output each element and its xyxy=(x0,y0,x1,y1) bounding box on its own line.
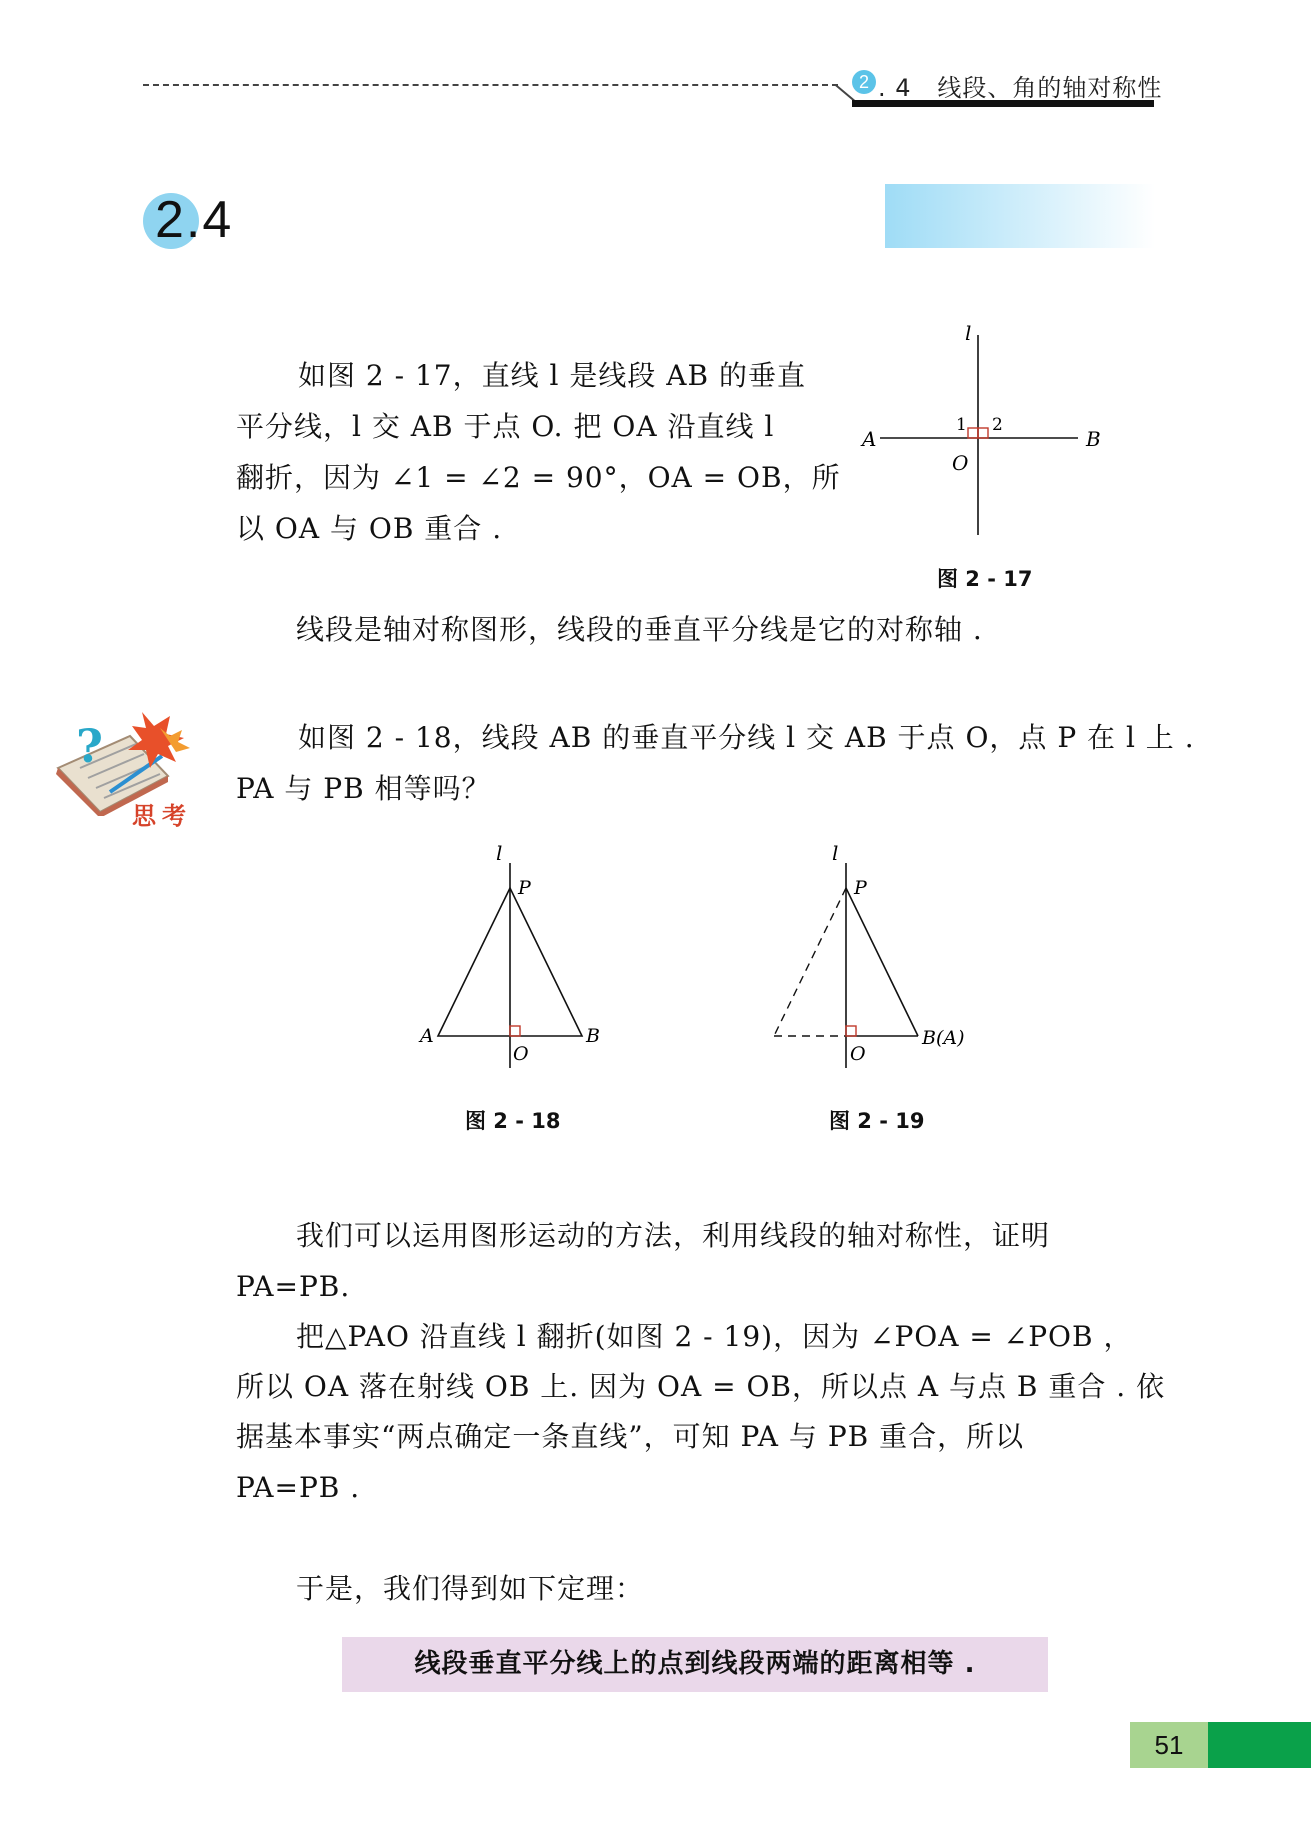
conclusion-text: 于是，我们得到如下定理： xyxy=(296,1572,645,1605)
fig17-label-angle1: 1 xyxy=(956,415,967,435)
fig19-label-o: O xyxy=(850,1043,866,1065)
page-number: 51 xyxy=(1154,1730,1184,1760)
fig17-right-angle-2 xyxy=(978,428,988,438)
fig18-right-angle xyxy=(510,1026,520,1036)
header-title: 线段、角的轴对称性 xyxy=(937,74,1163,102)
figure-2-19 xyxy=(760,838,990,1078)
proof-line-6: PA=PB . xyxy=(236,1471,361,1504)
proof-line-5: 据基本事实“两点确定一条直线”，可知 PA 与 PB 重合，所以 xyxy=(236,1420,1025,1453)
section-number: 2.4 xyxy=(155,191,234,249)
header-rule xyxy=(143,84,838,86)
fig18-label-b: B xyxy=(586,1025,600,1047)
para1-line-1: 如图 2 - 17，直线 l 是线段 AB 的垂直 xyxy=(298,359,806,392)
para1-line-4: 以 OA 与 OB 重合 . xyxy=(236,512,503,545)
think-line-2: PA 与 PB 相等吗？ xyxy=(236,772,491,805)
para1-line-2: 平分线，l 交 AB 于点 O. 把 OA 沿直线 l xyxy=(236,410,775,443)
think-label: 思考 xyxy=(132,802,192,830)
proof-line-4: 所以 OA 落在射线 OB 上. 因为 OA = OB，所以点 A 与点 B 重合 . 依 xyxy=(236,1370,1166,1403)
fig18-label-p: P xyxy=(518,877,531,899)
section-title-bar xyxy=(885,184,1155,248)
axis-statement: 线段是轴对称图形，线段的垂直平分线是它的对称轴 . xyxy=(296,613,983,646)
proof-line-1: 我们可以运用图形运动的方法，利用线段的轴对称性，证明 xyxy=(296,1219,1051,1252)
fig19-label-l: l xyxy=(832,841,839,865)
figure-2-17 xyxy=(850,320,1120,550)
fig17-label-o: O xyxy=(952,451,969,475)
think-line-1: 如图 2 - 18，线段 AB 的垂直平分线 l 交 AB 于点 O，点 P 在 l 上 . xyxy=(298,721,1195,754)
fig17-caption: 图 2 - 17 xyxy=(937,567,1033,591)
fig18-label-a: A xyxy=(420,1025,434,1047)
fig19-dashed-pa xyxy=(774,888,846,1036)
figure-2-18 xyxy=(410,838,620,1078)
running-header xyxy=(878,68,1162,103)
fig18-label-l: l xyxy=(496,841,503,865)
fig18-caption: 图 2 - 18 xyxy=(465,1109,561,1133)
fig17-label-l: l xyxy=(965,321,972,345)
para1-line-3: 翻折，因为 ∠1 = ∠2 = 90°，OA = OB，所 xyxy=(236,461,841,494)
fig19-segment-pb xyxy=(846,888,918,1036)
fig19-label-p: P xyxy=(854,877,867,899)
fig17-label-b: B xyxy=(1086,427,1101,451)
header-section-badge: 2 xyxy=(852,70,876,94)
fig19-right-angle xyxy=(846,1026,856,1036)
page-edge-bar xyxy=(1208,1722,1311,1768)
proof-line-2: PA=PB. xyxy=(236,1270,351,1303)
fig17-label-angle2: 2 xyxy=(992,415,1003,435)
theorem-box xyxy=(342,1637,1048,1692)
fig19-caption: 图 2 - 19 xyxy=(829,1109,925,1133)
fig19-label-ba: B(A) xyxy=(922,1027,965,1049)
proof-line-3: 把△PAO 沿直线 l 翻折(如图 2 - 19)，因为 ∠POA = ∠POB ， xyxy=(296,1320,1133,1353)
fig18-label-o: O xyxy=(513,1043,529,1065)
fig17-label-a: A xyxy=(862,427,877,451)
header-section-rest: . 4 xyxy=(878,74,912,102)
svg-text:?: ? xyxy=(76,719,103,773)
fig17-right-angle-1 xyxy=(968,428,978,438)
theorem-text: 线段垂直平分线上的点到线段两端的距离相等 . xyxy=(414,1649,976,1679)
